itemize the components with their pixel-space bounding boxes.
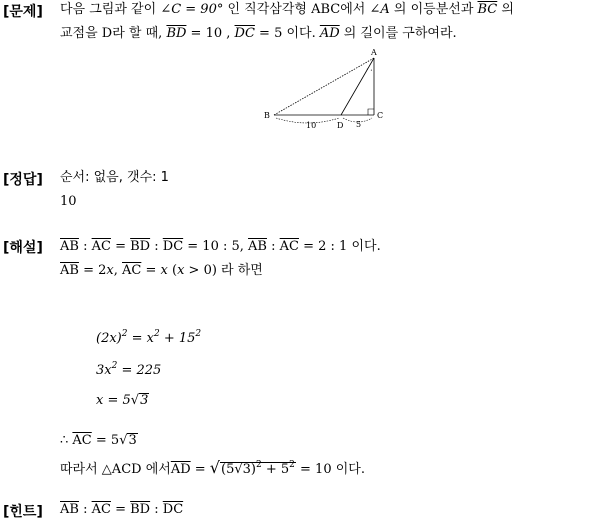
- angle-mark: ⋅: [370, 66, 373, 75]
- math-text: =: [141, 263, 161, 278]
- equation-1: [96, 330, 201, 348]
- exponent: 2: [111, 361, 118, 371]
- segment-ac: $\overline{AC}$: [91, 502, 111, 517]
- ratio-value: = 10 : 5,: [183, 239, 249, 254]
- math-text: (5√3): [221, 462, 256, 477]
- problem-text: 의: [497, 2, 514, 17]
- problem-text: 의 길이를 구하여라.: [339, 26, 457, 41]
- answer-meta: 순서: 없음, 갯수: 1: [60, 170, 169, 185]
- angle-mark: ⋅: [366, 65, 369, 74]
- exponent: 2: [289, 460, 295, 470]
- hint-label: [힌트]: [3, 504, 43, 520]
- solution-text: 이다.: [331, 462, 365, 477]
- exponent: 2: [255, 460, 262, 470]
- math-text: = 5: [91, 433, 120, 448]
- dc-value: = 5: [254, 26, 283, 41]
- equals: =: [110, 502, 131, 517]
- math-text: + 5: [261, 462, 290, 477]
- math-text: = x: [127, 331, 154, 346]
- problem-text: 다음 그림과 같이: [60, 2, 161, 17]
- segment-dc: $\overline{DC}$: [162, 239, 184, 254]
- colon: :: [150, 239, 163, 254]
- solution-text: 라 하면: [216, 263, 263, 278]
- segment-bc: $\overline{BC}$: [477, 2, 498, 17]
- right-angle-mark: [368, 109, 374, 115]
- problem-text: 의 이등분선과: [389, 2, 478, 17]
- segment-ab: $\overline{AB}$: [60, 502, 79, 517]
- equation-2: [96, 362, 161, 380]
- sqrt-body: 3: [128, 433, 137, 448]
- math-text: (: [167, 263, 178, 278]
- solution-label: [해설]: [3, 240, 43, 256]
- solution-line-1: [60, 238, 381, 256]
- colon: :: [266, 239, 280, 254]
- math-text: x = 5: [96, 393, 131, 408]
- angle-c: ∠C = 90°: [160, 2, 224, 17]
- problem-text: 교점을 D라 할 때,: [60, 26, 167, 41]
- segment-ac: $\overline{AC}$: [279, 239, 299, 254]
- label-dc: 5: [356, 120, 362, 129]
- sqrt-sign: √: [130, 393, 140, 408]
- problem-label: [문제]: [3, 4, 43, 20]
- label-bd: 10: [306, 121, 317, 130]
- segment-dc: $\overline{DC}$: [234, 26, 255, 41]
- sqrt-body: 3: [140, 393, 149, 408]
- var-x: x: [177, 263, 185, 278]
- equals: =: [110, 239, 131, 254]
- var-x: x: [160, 263, 168, 278]
- separator: ,: [222, 26, 235, 41]
- sqrt-sign: √: [119, 433, 128, 448]
- math-text: (2x): [96, 331, 122, 346]
- segment-bd: $\overline{BD}$: [130, 502, 151, 517]
- colon: :: [150, 502, 163, 517]
- exponent: 2: [153, 329, 160, 339]
- colon: :: [78, 502, 92, 517]
- exponent: 2: [195, 329, 202, 339]
- colon: :: [78, 239, 92, 254]
- solution-line-2: [60, 262, 263, 280]
- segment-ac: $\overline{AC}$: [72, 433, 92, 448]
- vertex-c: C: [377, 111, 384, 120]
- comma: ,: [113, 263, 122, 278]
- math-text: = 10: [295, 462, 332, 477]
- vertex-b: B: [264, 111, 270, 120]
- equation-3: [96, 392, 149, 410]
- math-text: + 15: [159, 331, 196, 346]
- bd-value: = 10: [186, 26, 223, 41]
- exponent: 2: [121, 329, 128, 339]
- solution-text: 이다.: [347, 239, 381, 254]
- var-x: x: [106, 263, 114, 278]
- problem-text: 이다.: [282, 26, 320, 41]
- segment-dc: $\overline{DC}$: [162, 502, 184, 517]
- math-text: = 2: [78, 263, 107, 278]
- math-text: 3x: [96, 363, 112, 378]
- answer-label: [정답]: [3, 172, 43, 188]
- segment-ab: $\overline{AB}$: [248, 239, 267, 254]
- ratio-value: = 2 : 1: [298, 239, 348, 254]
- problem-line-1: [60, 1, 514, 19]
- segment-ac: $\overline{AC}$: [122, 263, 142, 278]
- segment-ad: $\overline{AD}$: [170, 462, 191, 477]
- hint-line: [60, 501, 183, 519]
- problem-text: 인 직각삼각형 ABC에서: [223, 2, 370, 17]
- segment-ab: $\overline{AB}$: [60, 263, 79, 278]
- solution-text: 따라서 △ACD 에서: [60, 462, 171, 477]
- math-text: > 0): [184, 263, 217, 278]
- equals: =: [190, 462, 210, 477]
- segment-ad: $\overline{AD}$: [319, 26, 340, 41]
- sqrt-sign: √: [209, 458, 220, 477]
- sqrt-body: [220, 462, 296, 477]
- segment-bd: $\overline{BD}$: [130, 239, 151, 254]
- answer-value: 10: [60, 194, 77, 209]
- final-line: [60, 459, 365, 479]
- segment-ab: $\overline{AB}$: [60, 239, 79, 254]
- vertex-d: D: [337, 121, 344, 130]
- therefore-symbol: ∴: [60, 433, 73, 448]
- triangle-figure: [262, 46, 392, 130]
- angle-a: ∠A: [369, 2, 390, 17]
- math-text: = 225: [117, 363, 162, 378]
- vertex-a: A: [371, 48, 377, 57]
- segment-ac: $\overline{AC}$: [91, 239, 111, 254]
- segment-ab: [274, 58, 374, 115]
- problem-line-2: [60, 25, 457, 43]
- therefore-line: [60, 432, 138, 450]
- segment-bd: $\overline{BD}$: [166, 26, 187, 41]
